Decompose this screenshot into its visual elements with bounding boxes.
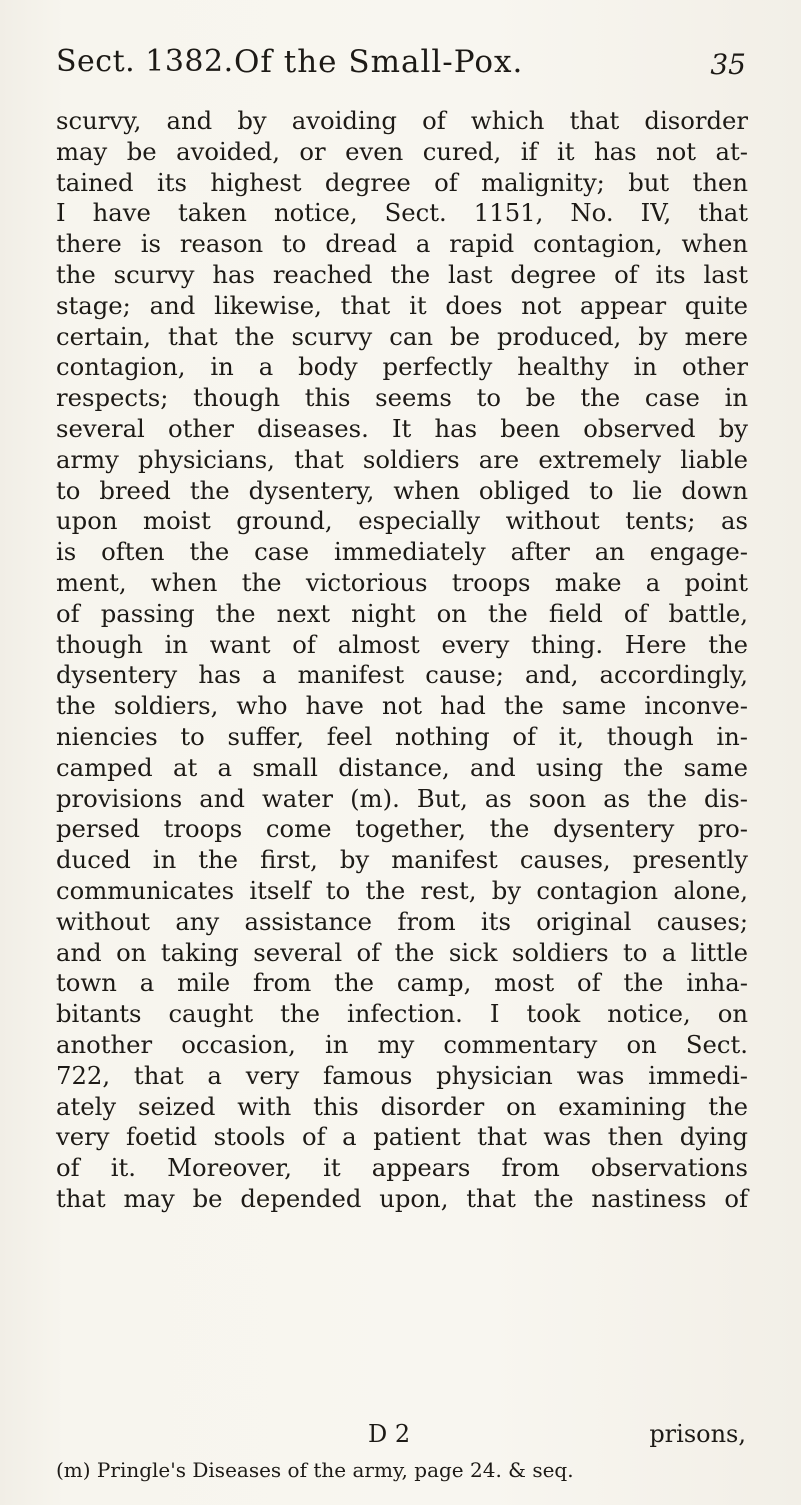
running-title: Of the Small-Pox. <box>234 44 524 80</box>
body-text <box>56 106 748 1215</box>
text-line: another occasion, in my commentary on Sect. <box>56 1029 748 1059</box>
running-header <box>56 44 746 92</box>
text-line: ately seized with this disorder on examining the <box>56 1091 748 1121</box>
text-line: of passing the next night on the field of battle, <box>56 598 748 628</box>
text-line: of it. Moreover, it appears from observations <box>56 1153 748 1183</box>
text-line: persed troops come together, the dysentery pro- <box>56 814 748 844</box>
text-line: army physicians, that soldiers are extremely liable <box>56 444 748 474</box>
text-line: without any assistance from its original causes; <box>56 906 748 936</box>
page-number: 35 <box>710 48 746 81</box>
section-reference: Sect. 1382. <box>56 44 234 79</box>
text-line: upon moist ground, especially without tents; as <box>56 506 748 536</box>
text-line: very foetid stools of a patient that was then dying <box>56 1122 748 1152</box>
text-line: provisions and water (m). But, as soon as the dis- <box>56 783 748 813</box>
text-line: may be avoided, or even cured, if it has not at- <box>56 136 748 166</box>
text-line: tained its highest degree of malignity; but then <box>56 167 748 197</box>
text-line: dysentery has a manifest cause; and, accordingly, <box>56 660 748 690</box>
footnote: (m) Pringle's Diseases of the army, page 24. & seq. <box>56 1458 574 1482</box>
text-line: the scurvy has reached the last degree of its last <box>56 259 748 289</box>
text-line: stage; and likewise, that it does not appear quite <box>56 290 748 320</box>
text-line: and on taking several of the sick soldiers to a little <box>56 937 748 967</box>
text-line: there is reason to dread a rapid contagion, when <box>56 229 748 259</box>
text-line: camped at a small distance, and using the same <box>56 752 748 782</box>
text-line: 722, that a very famous physician was immedi- <box>56 1060 748 1090</box>
text-line: certain, that the scurvy can be produced, by mere <box>56 321 748 351</box>
text-line: ment, when the victorious troops make a point <box>56 567 748 597</box>
catchword: prisons, <box>649 1420 746 1448</box>
text-line: is often the case immediately after an engage- <box>56 537 748 567</box>
text-line: scurvy, and by avoiding of which that disorder <box>56 106 748 135</box>
text-line: bitants caught the infection. I took notice, on <box>56 999 748 1029</box>
text-line: respects; though this seems to be the case in <box>56 383 748 413</box>
text-line: the soldiers, who have not had the same inconve- <box>56 691 748 721</box>
signature-mark: D 2 <box>368 1420 411 1448</box>
text-line: town a mile from the camp, most of the inha- <box>56 968 748 998</box>
text-line: to breed the dysentery, when obliged to lie down <box>56 475 748 505</box>
text-line: that may be depended upon, that the nastiness of <box>56 1183 748 1213</box>
text-line: contagion, in a body perfectly healthy in other <box>56 352 748 382</box>
text-line: I have taken notice, Sect. 1151, No. IV, that <box>56 198 748 228</box>
text-line: though in want of almost every thing. Here the <box>56 629 748 659</box>
text-line: several other diseases. It has been observed by <box>56 413 748 443</box>
text-line: duced in the first, by manifest causes, presently <box>56 845 748 875</box>
text-line: niencies to suffer, feel nothing of it, though in- <box>56 721 748 751</box>
text-line: communicates itself to the rest, by contagion alone, <box>56 875 748 905</box>
